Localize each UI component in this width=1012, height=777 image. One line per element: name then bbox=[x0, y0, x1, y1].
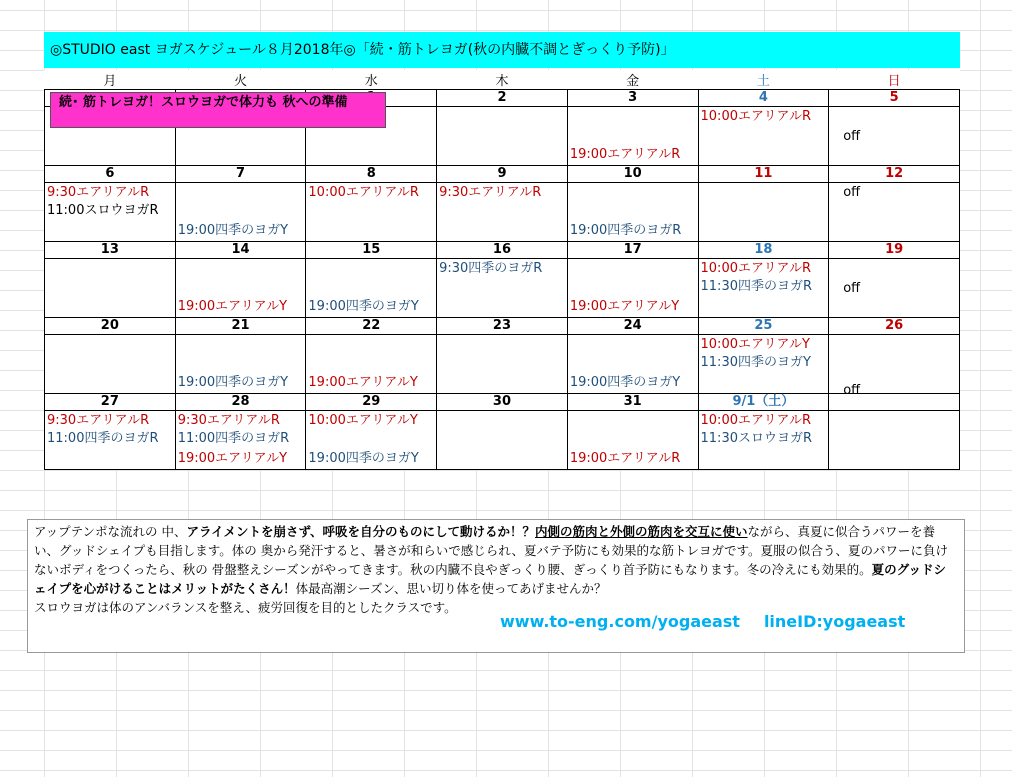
weekday-sat: 土 bbox=[756, 74, 770, 89]
event-cell bbox=[175, 183, 306, 242]
class-entry: 19:00四季のヨガY bbox=[177, 375, 289, 390]
date-cell: 10 bbox=[567, 166, 698, 183]
date-row bbox=[45, 394, 960, 411]
date-cell: 5 bbox=[829, 90, 960, 107]
class-entry: 19:00四季のヨガY bbox=[569, 375, 681, 390]
event-cell bbox=[829, 411, 960, 470]
class-entry: 11:00四季のヨガR bbox=[47, 431, 159, 446]
event-cell bbox=[175, 411, 306, 470]
class-entry: 19:00四季のヨガY bbox=[177, 223, 289, 238]
class-entry: 19:00エアリアルY bbox=[569, 299, 680, 314]
event-cell bbox=[437, 183, 568, 242]
event-cell bbox=[829, 107, 960, 166]
event-cell bbox=[567, 411, 698, 470]
date-cell: 27 bbox=[45, 394, 176, 411]
date-cell: 28 bbox=[175, 394, 306, 411]
date-cell: 25 bbox=[698, 318, 829, 335]
promo-banner: 続･ 筋トレヨガ！スロウヨガで体力も 秋への準備 bbox=[50, 92, 386, 128]
event-cell bbox=[567, 335, 698, 394]
date-row bbox=[45, 242, 960, 259]
date-cell: 30 bbox=[437, 394, 568, 411]
date-row bbox=[45, 318, 960, 335]
date-cell: 17 bbox=[567, 242, 698, 259]
event-cell bbox=[829, 259, 960, 318]
date-cell: 21 bbox=[175, 318, 306, 335]
desc-text-1: アップテンポな流れの 中、 bbox=[34, 524, 187, 539]
date-cell: 15 bbox=[306, 242, 437, 259]
event-row bbox=[45, 259, 960, 318]
desc-text-4: スロウヨガは体のアンバランスを整え、疲労回復を目的としたクラスです。 bbox=[34, 600, 457, 615]
date-cell: 31 bbox=[567, 394, 698, 411]
weekday-tue: 火 bbox=[234, 74, 248, 89]
date-cell: 26 bbox=[829, 318, 960, 335]
class-entry: 10:00エアリアルY bbox=[700, 337, 810, 352]
event-cell bbox=[45, 335, 176, 394]
class-entry: 11:00スロウヨガR bbox=[47, 203, 159, 218]
weekday-wed: 水 bbox=[364, 74, 378, 89]
event-cell bbox=[437, 259, 568, 318]
class-entry: 10:00エアリアルY bbox=[308, 413, 418, 428]
date-cell: 11 bbox=[698, 166, 829, 183]
class-entry: 9:30エアリアルR bbox=[439, 185, 542, 200]
event-cell bbox=[45, 411, 176, 470]
event-cell bbox=[698, 335, 829, 394]
event-cell bbox=[698, 259, 829, 318]
event-cell bbox=[698, 183, 829, 242]
event-cell bbox=[45, 259, 176, 318]
date-cell: 13 bbox=[45, 242, 176, 259]
event-cell bbox=[175, 259, 306, 318]
desc-underline: 内側の筋肉と外側の筋肉を交互に使い bbox=[535, 524, 748, 539]
class-entry: 19:00エアリアルY bbox=[177, 451, 288, 466]
class-entry: 9:30四季のヨガR bbox=[439, 261, 543, 276]
page-title: ◎STUDIO east ヨガスケジュール８月2018年◎「続・筋トレヨガ(秋の内臓不調とぎっくり予防)」 bbox=[44, 32, 960, 68]
website-link[interactable]: www.to-eng.com/yogaeast bbox=[500, 612, 740, 631]
day-off-label: off bbox=[843, 383, 861, 398]
class-entry: 19:00四季のヨガY bbox=[308, 299, 419, 314]
event-cell bbox=[829, 335, 960, 398]
event-cell bbox=[45, 183, 176, 242]
class-entry: 10:00エアリアルR bbox=[308, 185, 419, 200]
date-cell: 22 bbox=[306, 318, 437, 335]
event-cell bbox=[437, 107, 568, 166]
class-entry: 11:30スロウヨガR bbox=[700, 431, 813, 446]
event-cell bbox=[829, 183, 960, 242]
event-row bbox=[45, 183, 960, 242]
description-box bbox=[27, 519, 965, 653]
event-cell bbox=[306, 411, 437, 470]
date-cell: 14 bbox=[175, 242, 306, 259]
date-cell: 23 bbox=[437, 318, 568, 335]
class-entry: 10:00エアリアルR bbox=[700, 413, 811, 428]
weekday-fri: 金 bbox=[626, 74, 640, 89]
date-cell: 18 bbox=[698, 242, 829, 259]
class-entry: 19:00エアリアルR bbox=[569, 451, 681, 466]
desc-bold-2: 夏のグッドシェイプを心がけることはメリットがたくさん！ bbox=[34, 562, 946, 596]
class-entry: 19:00エアリアルY bbox=[308, 375, 418, 390]
event-cell bbox=[698, 107, 829, 166]
event-cell bbox=[437, 411, 568, 470]
event-row bbox=[45, 335, 960, 394]
date-cell bbox=[829, 394, 960, 411]
class-entry: 19:00四季のヨガY bbox=[308, 451, 419, 466]
desc-text-3: 体最高潮シーズン、思い切り体を使ってあげませんか？ bbox=[295, 581, 607, 596]
date-cell: 6 bbox=[45, 166, 176, 183]
date-cell: 3 bbox=[567, 90, 698, 107]
class-entry: 11:30四季のヨガY bbox=[700, 355, 811, 370]
event-cell bbox=[567, 183, 698, 242]
event-cell bbox=[437, 335, 568, 394]
date-cell: 8 bbox=[306, 166, 437, 183]
date-cell: 9/1（土） bbox=[698, 394, 829, 411]
class-entry: 9:30エアリアルR bbox=[47, 413, 150, 428]
weekday-thu: 木 bbox=[495, 74, 509, 89]
event-cell bbox=[306, 183, 437, 242]
date-cell: 12 bbox=[829, 166, 960, 183]
desc-bold-1: アライメントを崩さず、呼吸を自分のものにして動けるか！？ bbox=[186, 524, 535, 539]
line-id: lineID:yogaeast bbox=[763, 612, 906, 631]
class-entry: 19:00エアリアルR bbox=[569, 147, 681, 162]
date-cell: 24 bbox=[567, 318, 698, 335]
date-cell: 29 bbox=[306, 394, 437, 411]
date-cell: 20 bbox=[45, 318, 176, 335]
date-cell: 4 bbox=[698, 90, 829, 107]
desc-text-2: ながら、真夏に似合うパワーを養い、グッドシェイプも目指します。体の 奥から発汗すると、暑さが和らいで感じられ、夏バテ予防にも効果的な筋トレヨガです。夏服の似合う、夏のパワーに負けないボディをつくったら、秋の 骨盤整えシーズンがやってきます。秋の内臓不良やぎっくり腰、ぎっくり首予防にもなります。冬の冷えにも効果的。 bbox=[34, 524, 948, 577]
weekday-sun: 日 bbox=[887, 74, 901, 89]
date-row bbox=[45, 166, 960, 183]
class-entry: 11:00四季のヨガR bbox=[177, 431, 290, 446]
day-off-label: off bbox=[843, 129, 861, 144]
date-cell: 16 bbox=[437, 242, 568, 259]
day-off-label: off bbox=[843, 281, 861, 296]
day-off-label: off bbox=[843, 185, 861, 200]
event-cell bbox=[567, 259, 698, 318]
class-entry: 19:00エアリアルY bbox=[177, 299, 288, 314]
event-cell bbox=[306, 335, 437, 394]
event-cell bbox=[306, 259, 437, 318]
weekday-mon: 月 bbox=[103, 74, 117, 89]
class-entry: 9:30エアリアルR bbox=[47, 185, 150, 200]
event-cell bbox=[175, 335, 306, 394]
class-entry: 19:00四季のヨガR bbox=[569, 223, 682, 238]
date-cell: 9 bbox=[437, 166, 568, 183]
class-entry: 10:00エアリアルR bbox=[700, 261, 811, 276]
date-cell: 2 bbox=[437, 90, 568, 107]
date-cell: 7 bbox=[175, 166, 306, 183]
weekday-header bbox=[45, 70, 960, 90]
class-entry: 9:30エアリアルR bbox=[177, 413, 280, 428]
date-cell: 19 bbox=[829, 242, 960, 259]
event-cell bbox=[698, 411, 829, 470]
calendar-table bbox=[44, 70, 960, 470]
event-cell bbox=[567, 107, 698, 166]
contact-links bbox=[500, 612, 905, 631]
event-row bbox=[45, 411, 960, 470]
class-entry: 10:00エアリアルR bbox=[700, 109, 811, 124]
class-entry: 11:30四季のヨガR bbox=[700, 279, 813, 294]
